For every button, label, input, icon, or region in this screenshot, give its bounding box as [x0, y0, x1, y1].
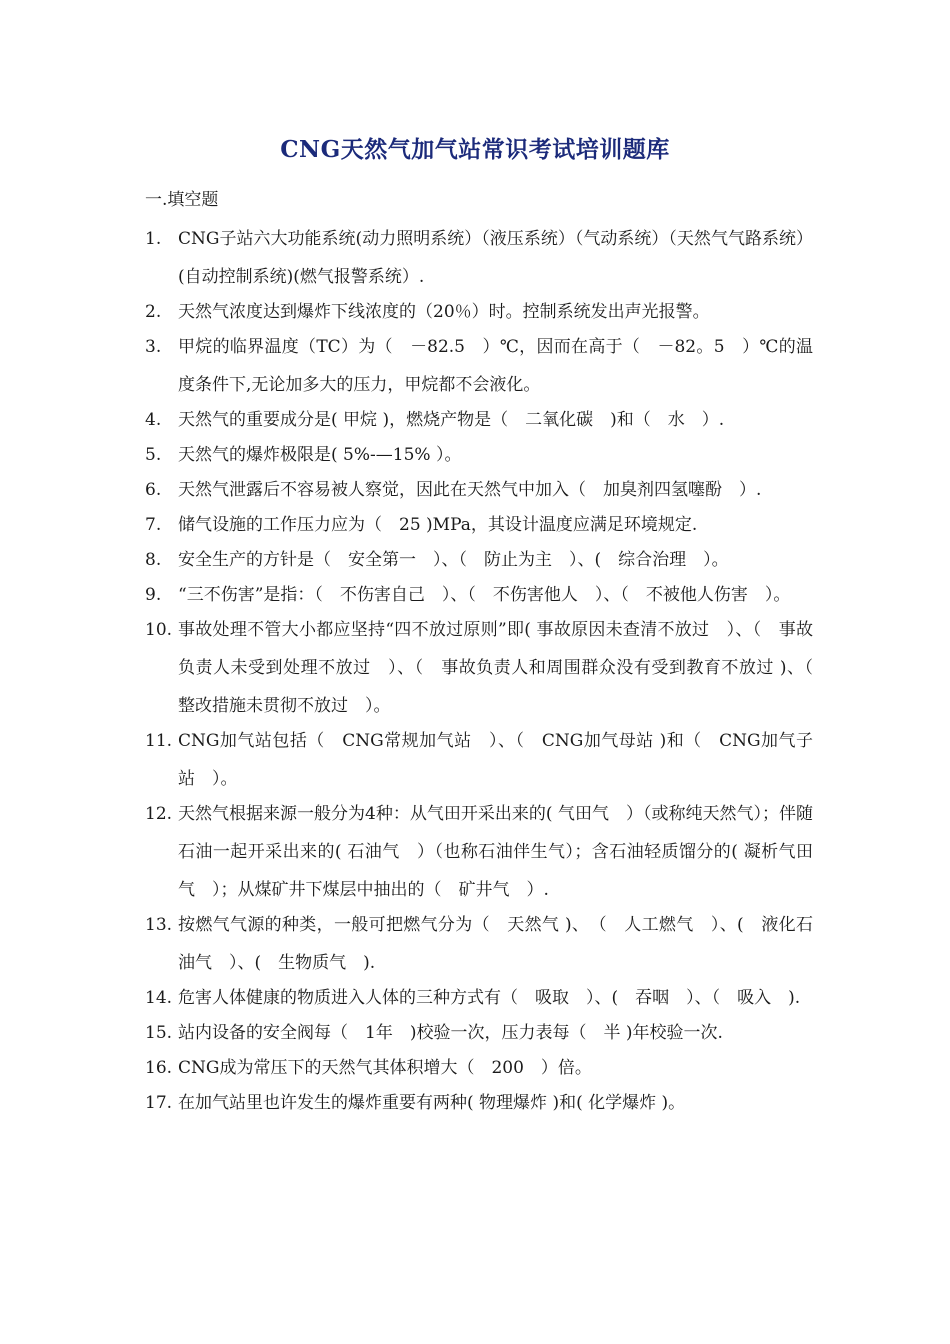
- question-item: [145, 436, 813, 474]
- question-number: 7.: [145, 515, 162, 535]
- question-text: 天然气根据来源一般分为4种：从气田开采出来的( 气田气 ）（或称纯天然气）；伴随石油一起开采出来的( 石油气 ）（也称石油伴生气）；含石油轻质馏分的( 凝析气田气 ）；从煤矿井下煤层中抽出的（ 矿井气 ）.: [178, 804, 813, 900]
- question-item: [145, 220, 813, 296]
- question-item: [145, 471, 813, 509]
- question-item: [145, 506, 813, 544]
- question-item: [145, 979, 813, 1017]
- question-item: [145, 611, 830, 725]
- question-text: 在加气站里也许发生的爆炸重要有两种( 物理爆炸 )和( 化学爆炸 )。: [178, 1093, 686, 1113]
- question-text: 储气设施的工作压力应为（ 25 )MPa，其设计温度应满足环境规定.: [178, 515, 698, 535]
- question-number: 4.: [145, 410, 162, 430]
- question-text: CNG子站六大功能系统(动力照明系统）（液压系统）（气动系统）（天然气气路系统）(自动控制系统)(燃气报警系统）.: [178, 229, 813, 287]
- question-text: 站内设备的安全阀每（ 1年 )校验一次，压力表每（ 半 )年校验一次.: [178, 1023, 723, 1043]
- question-number: 10.: [145, 620, 173, 640]
- question-text: 天然气浓度达到爆炸下线浓度的（20％）时。控制系统发出声光报警。: [178, 302, 710, 322]
- question-text: 天然气的重要成分是( 甲烷 )，燃烧产物是（ 二氧化碳 )和（ 水 ）.: [178, 410, 725, 430]
- question-number: 6.: [145, 480, 162, 500]
- question-text: CNG加气站包括（ CNG常规加气站 ）、（ CNG加气母站 )和（ CNG加气子站 ）。: [178, 731, 813, 789]
- question-text: 天然气泄露后不容易被人察觉，因此在天然气中加入（ 加臭剂四氢噻酚 ）.: [178, 480, 762, 500]
- question-number: 5.: [145, 445, 162, 465]
- question-number: 9.: [145, 585, 162, 605]
- question-number: 11.: [145, 731, 173, 751]
- question-item: [145, 541, 813, 579]
- question-item: [145, 401, 813, 439]
- question-number: 1.: [145, 229, 162, 249]
- document-title: CNG天然气加气站常识考试培训题库: [280, 136, 670, 163]
- question-item: [145, 722, 813, 798]
- question-item: [145, 328, 813, 404]
- question-item: [145, 576, 813, 614]
- question-number: 15.: [145, 1023, 173, 1043]
- question-text: CNG成为常压下的天然气其体积增大（ 200 ）倍。: [178, 1058, 592, 1078]
- question-text: 事故处理不管大小都应坚持“四不放过原则”即( 事故原因未查清不放过 ）、（ 事故负责人未受到处理不放过 ）、（ 事故负责人和周围群众没有受到教育不放过 )、（ 整改措施未贯彻不放过 ）。: [178, 620, 830, 716]
- question-text: 按燃气气源的种类，一般可把燃气分为（ 天然气 )、 （ 人工燃气 ）、( 液化石油气 ）、( 生物质气 ).: [178, 915, 813, 973]
- question-number: 8.: [145, 550, 162, 570]
- question-number: 13.: [145, 915, 173, 935]
- question-item: [145, 1014, 813, 1052]
- question-item: [145, 293, 813, 331]
- question-text: 甲烷的临界温度（TC）为（ －82.5 ）℃，因而在高于（ －82。5 ）℃的温度条件下,无论加多大的压力，甲烷都不会液化。: [178, 337, 813, 395]
- question-number: 16.: [145, 1058, 173, 1078]
- question-text: 危害人体健康的物质进入人体的三种方式有（ 吸取 ）、( 吞咽 ）、（ 吸入 ).: [178, 988, 801, 1008]
- question-number: 17.: [145, 1093, 173, 1113]
- question-item: [145, 1084, 813, 1122]
- question-list: [145, 220, 830, 1119]
- question-number: 12.: [145, 804, 173, 824]
- question-number: 3.: [145, 337, 162, 357]
- question-text: “三不伤害”是指：（ 不伤害自己 ）、（ 不伤害他人 ）、（ 不被他人伤害 ）。: [178, 585, 791, 605]
- question-text: 安全生产的方针是（ 安全第一 ）、（ 防止为主 ）、( 综合治理 ）。: [178, 550, 729, 570]
- question-item: [145, 1049, 813, 1087]
- section-heading: 一.填空题: [145, 190, 219, 210]
- question-text: 天然气的爆炸极限是( 5%-—15% ）。: [178, 445, 462, 465]
- question-item: [145, 906, 813, 982]
- question-item: [145, 795, 813, 909]
- question-number: 2.: [145, 302, 162, 322]
- question-number: 14.: [145, 988, 173, 1008]
